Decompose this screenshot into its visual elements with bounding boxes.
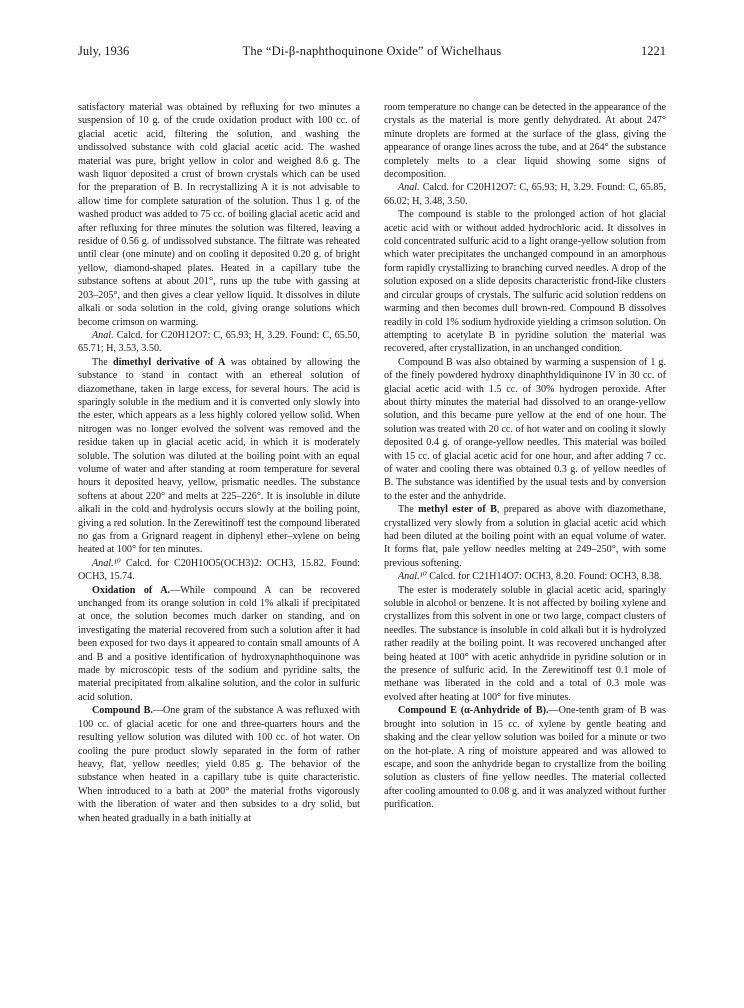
section-heading: methyl ester of B	[418, 504, 497, 516]
paragraph	[78, 584, 360, 705]
section-heading: Oxidation of A.	[92, 584, 171, 596]
paragraph	[384, 356, 666, 503]
paragraph-text: Calcd. for C20H12O7: C, 65.93; H, 3.29. Found: C, 65.50, 65.71; H, 3.53, 3.50.	[78, 329, 360, 355]
paragraph-text: —One-tenth gram of B was brought into solution in 15 cc. of xylene by gentle heating and shaking and the clear yellow solution was boiled for a minute or two on the hot-plate. A ring of moisture appeared and was allowed to escape, and soon the anhydride began to crystallize from the boiling solution as clusters of fine yellow needles. The material collected after cooling amounted to 0.08 g. and it was analyzed without further purification.	[384, 705, 666, 811]
analysis-label: Anal.¹⁰	[398, 571, 427, 583]
right-column	[384, 101, 666, 812]
article-title: The “Di-β-naphthoquinone Oxide” of Wichelhaus	[242, 44, 502, 58]
paragraph-text: satisfactory material was obtained by refluxing for two minutes a suspension of 10 g. of the crude oxidation product with 100 cc. of glacial acetic acid, filtering the solution, and washing the undissolved substance with cold glacial acetic acid. The washed material was pure, bright yellow in color and weighed 8.6 g. The wash liquor deposited a crust of brown crystals which can be used for the preparation of B. In recrystallizing A it is not advisable to allow time for complete saturation of the solution. Thus 1 g. of the washed product was added to 75 cc. of boiling glacial acetic acid and after refluxing for three minutes the solution was filtered, leaving a residue of 0.56 g. of undissolved substance. The filtrate was reheated until clear (one minute) and on cooling it deposited 0.20 g. of bright yellow, diamond-shaped plates. Heated in a capillary tube the substance softens at about 201°, runs up the tube with gassing at 203–205°, and then gives a clear yellow liquid. It dissolves in dilute alkali or soda solution in the cold, giving orange solutions which become crimson on warming.	[78, 102, 360, 328]
paragraph	[384, 181, 666, 208]
section-heading: dimethyl derivative of A	[112, 356, 226, 368]
paragraph	[78, 704, 360, 825]
paragraph	[78, 557, 360, 584]
paragraph-text: —While compound A can be recovered unchanged from its orange solution in cold 1% alkali if precipitated at once, the solution becomes much darker on standing, and on investigating the material recovered from such a solution after it had been exposed for two days it appeared to contain small amounts of A and B and a positive identification of hydroxynaphthoquinone was made by microscopic tests of the sodium and pyridine salts, the material precipitated from alkaline solution, and the color in sulfuric acid solution.	[78, 584, 360, 703]
paragraph	[384, 503, 666, 570]
paragraph	[384, 570, 666, 583]
paragraph	[78, 101, 360, 329]
paragraph-text: Calcd. for C20H12O7: C, 65.93; H, 3.29. Found: C, 65.85, 66.02; H, 3.48, 3.50.	[384, 182, 666, 207]
paragraph-text: The ester is moderately soluble in glacial acetic acid, sparingly soluble in alcohol or benzene. It is not affected by boiling xylene and crystallizes from this solvent in one or two large, compact clusters of needles. The substance is insoluble in cold alkali but it is hydrolyzed rather readily at the boiling point. It was recovered unchanged after being heated at 100° with acetic anhydride in pyridine solution or in the presence of sulfuric acid. In the Zerewitinoff test 0.1 mole of methane was liberated in the cold and a total of 0.3 mole was evolved after heating at 100° for five minutes.	[384, 584, 666, 703]
paragraph	[384, 704, 666, 811]
left-column	[78, 101, 360, 825]
paragraph	[384, 208, 666, 355]
paragraph-text: Calcd. for C21H14O7: OCH3, 8.20. Found: OCH3, 8.38.	[426, 571, 662, 583]
paragraph-text: The	[92, 356, 113, 368]
analysis-label: Anal.	[92, 329, 114, 341]
section-heading: Compound B.	[92, 705, 153, 717]
paragraph-text: Compound B was also obtained by warming a suspension of 1 g. of the finely powdered hydroxy dinaphthyldiquinone IV in 30 cc. of glacial acetic acid with 1.5 cc. of 30% hydrogen peroxide. After about thirty minutes the material had dissolved to an orange-yellow solution, and this became pure yellow at the end of one hour. The solution was treated with 20 cc. of hot water and on cooling it slowly deposited 0.4 g. of orange-yellow needles. This material was boiled with 15 cc. of glacial acetic acid for one hour, and after adding 7 cc. of water and cooling there was obtained 0.3 g. of yellow needles of B. The substance was identified by the usual tests and by conversion to the ester and the anhydride.	[384, 356, 666, 502]
page-number: 1221	[641, 44, 666, 58]
paragraph-text: was obtained by allowing the substance to stand in contact with an ethereal solution of diazomethane, taken in large excess, for several hours. The acid is sparingly soluble in the medium and it is converted only slowly into the ester, which appears as a less highly colored yellow solid. When nitrogen was no longer evolved the solvent was removed and the residue taken up in glacial acetic acid, in which it is moderately soluble. The solution was diluted at the boiling point with an equal volume of water and after standing at room temperature for several hours it deposited heavy, yellow, prismatic needles. The substance softens at about 220° and melts at 225–226°. It is insoluble in dilute alkali in the cold and hydrolysis occurs slowly at the boiling point, giving a red solution. In the Zerewitinoff test the compound liberated no gas from a Grignard reagent in diphenyl ether–xylene on being heated at 100° for ten minutes.	[78, 356, 360, 556]
paragraph	[78, 356, 360, 557]
issue-date: July, 1936	[78, 44, 130, 58]
paragraph-text: The	[398, 504, 419, 516]
paragraph-text: room temperature no change can be detected in the appearance of the crystals as the material is more gently dehydrated. At about 247° minute droplets are formed at the surface of the glass, giving the appearance of orange lines across the tube, and at 264° the substance completely melts to a clear liquid showing some signs of decomposition.	[384, 102, 666, 181]
running-header	[78, 44, 666, 62]
paragraph-text: Calcd. for C20H10O5(OCH3)2: OCH3, 15.82. Found: OCH3, 15.74.	[78, 557, 360, 583]
paragraph-text: —One gram of the substance A was refluxed with 100 cc. of glacial acetic for one and three-quarters hours and the resulting yellow solution was diluted with 100 cc. of hot water. On cooling the pure product slowly separated in the form of rather heavy, flat, yellow needles; yield 0.85 g. The behavior of the substance when heated in a capillary tube is quite characteristic. When introduced to a bath at 200° the material froths vigorously with the liberation of water and then subsides to a dry solid, but when heated gradually in a bath initially at	[78, 705, 360, 824]
paragraph	[384, 584, 666, 705]
paragraph-text: The compound is stable to the prolonged action of hot glacial acetic acid with or without added hydrochloric acid. It dissolves in cold concentrated sulfuric acid to a light orange-yellow solution from which water precipitates the unchanged compound in an amorphous form rapidly crystallizing to branching curved needles. A drop of the solution exposed on a slide deposits characteristic frond-like clusters and circular groups of crystals. The sulfuric acid solution reddens on warming and then becomes dull brown-red. Compound B dissolves readily in cold 1% sodium hydroxide yielding a crimson solution. On attempting to acetylate B in pyridine solution the material was recovered, after crystallization, in an unchanged condition.	[384, 209, 666, 355]
paragraph-text: , prepared as above with diazomethane, crystallized very slowly from a solution in glacial acetic acid which had been diluted at the boiling point with an equal volume of water. It forms flat, pale yellow needles melting at 249–250°, with some previous softening.	[384, 504, 666, 569]
analysis-label: Anal.	[398, 182, 420, 194]
paragraph	[78, 329, 360, 356]
analysis-label: Anal.¹⁰	[92, 557, 121, 569]
paragraph	[384, 101, 666, 181]
section-heading: Compound E (α-Anhydride of B).	[398, 705, 549, 717]
